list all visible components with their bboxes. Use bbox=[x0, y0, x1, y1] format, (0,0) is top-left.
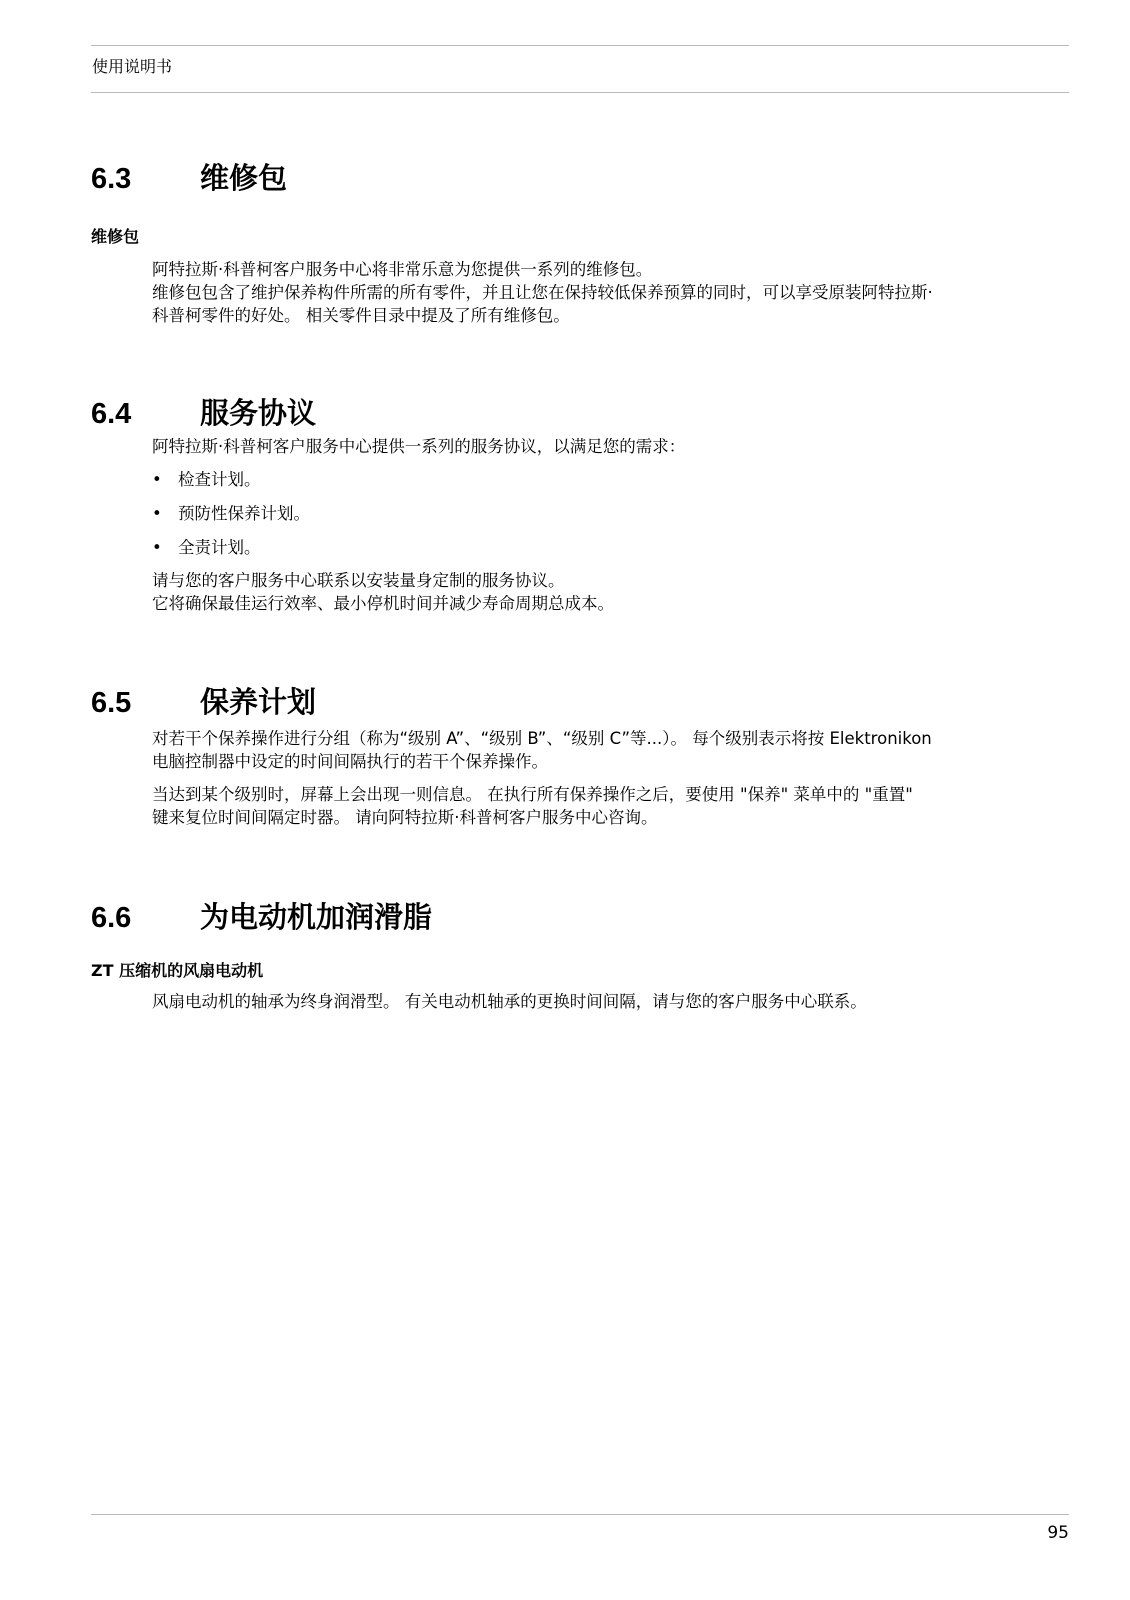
running-title: 使用说明书 bbox=[92, 57, 173, 76]
list-item-text: 检查计划。 bbox=[178, 470, 261, 489]
page-number: 95 bbox=[1047, 1523, 1069, 1543]
section-body bbox=[152, 258, 1071, 327]
paragraph-line: 对若干个保养操作进行分组（称为“级别 A”、“级别 B”、“级别 C”等...）。 每个级别表示将按 Elektronikon bbox=[152, 729, 932, 748]
section-title: 服务协议 bbox=[200, 396, 317, 430]
section-title: 为电动机加润滑脂 bbox=[200, 900, 433, 934]
section-title: 维修包 bbox=[200, 161, 288, 195]
bullet-marker: • bbox=[152, 538, 162, 557]
section-closing bbox=[152, 569, 1071, 615]
section-6-3 bbox=[91, 156, 1071, 327]
paragraph: 风扇电动机的轴承为终身润滑型。 有关电动机轴承的更换时间间隔，请与您的客户服务中心联系。 bbox=[152, 992, 867, 1011]
subheading: ZT 压缩机的风扇电动机 bbox=[91, 961, 264, 980]
section-6-5 bbox=[91, 680, 1071, 829]
section-heading bbox=[91, 680, 1071, 724]
list-item bbox=[152, 468, 1071, 491]
paragraph-line: 它将确保最佳运行效率、最小停机时间并减少寿命周期总成本。 bbox=[152, 594, 614, 613]
section-title: 保养计划 bbox=[200, 685, 317, 719]
header-rule-bottom bbox=[91, 92, 1069, 93]
section-6-4 bbox=[91, 391, 1071, 615]
paragraph-line: 科普柯零件的好处。 相关零件目录中提及了所有维修包。 bbox=[152, 306, 570, 325]
subheading: 维修包 bbox=[91, 227, 140, 246]
header-rule-top bbox=[91, 45, 1069, 46]
section-intro: 阿特拉斯·科普柯客户服务中心提供一系列的服务协议，以满足您的需求： bbox=[152, 437, 686, 456]
list-item-text: 预防性保养计划。 bbox=[178, 504, 310, 523]
section-number: 6.4 bbox=[91, 398, 132, 430]
section-number: 6.3 bbox=[91, 163, 132, 195]
paragraph-line: 请与您的客户服务中心联系以安装量身定制的服务协议。 bbox=[152, 571, 565, 590]
section-heading bbox=[91, 895, 1071, 939]
bullet-marker: • bbox=[152, 470, 162, 489]
paragraph-line: 阿特拉斯·科普柯客户服务中心将非常乐意为您提供一系列的维修包。 bbox=[152, 260, 653, 279]
paragraph-line: 键来复位时间间隔定时器。 请向阿特拉斯·科普柯客户服务中心咨询。 bbox=[152, 808, 658, 827]
section-number: 6.6 bbox=[91, 902, 132, 934]
paragraph bbox=[152, 783, 1071, 829]
paragraph-line: 当达到某个级别时，屏幕上会出现一则信息。 在执行所有保养操作之后，要使用 "保养" 菜单中的 "重置" bbox=[152, 785, 913, 804]
paragraph-line: 电脑控制器中设定的时间间隔执行的若干个保养操作。 bbox=[152, 752, 548, 771]
paragraph-line: 维修包包含了维护保养构件所需的所有零件，并且让您在保持较低保养预算的同时，可以享受原装阿特拉斯· bbox=[152, 283, 933, 302]
bullet-marker: • bbox=[152, 504, 162, 523]
section-heading bbox=[91, 156, 1071, 200]
paragraph bbox=[152, 727, 1071, 773]
section-6-6 bbox=[91, 895, 1071, 1013]
bullet-list bbox=[152, 468, 1071, 559]
list-item bbox=[152, 502, 1071, 525]
footer-rule bbox=[91, 1514, 1069, 1515]
section-heading bbox=[91, 391, 1071, 435]
list-item bbox=[152, 536, 1071, 559]
list-item-text: 全责计划。 bbox=[178, 538, 261, 557]
section-number: 6.5 bbox=[91, 687, 132, 719]
